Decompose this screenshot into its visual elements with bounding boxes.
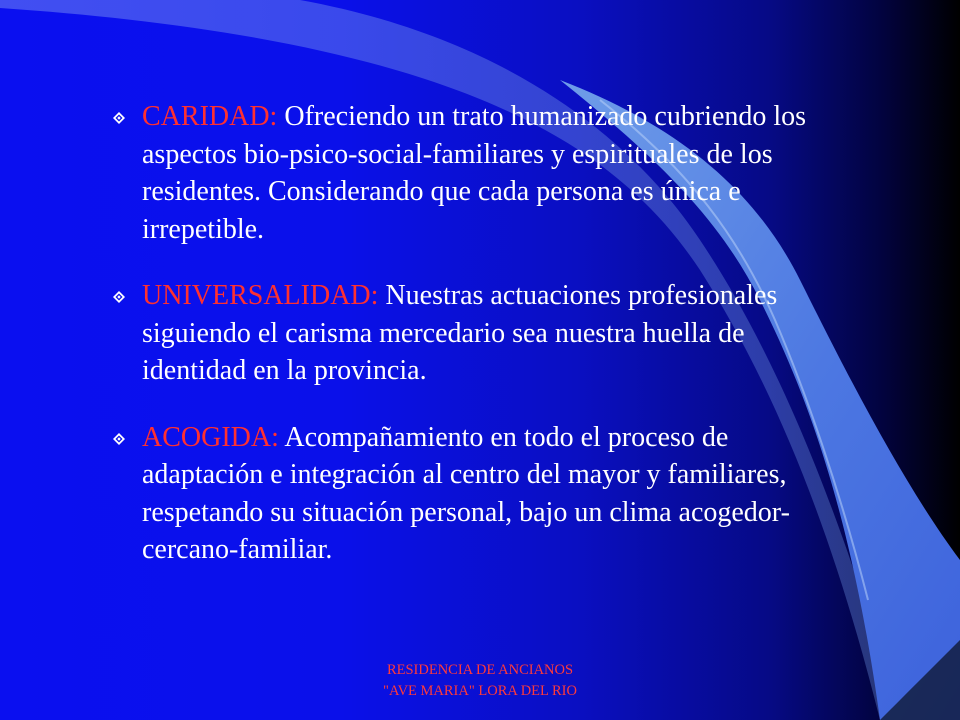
footer-line: "AVE MARIA" LORA DEL RIO: [383, 683, 577, 699]
diamond-bullet-icon: [113, 112, 125, 124]
term-label: ACOGIDA:: [142, 421, 279, 453]
item-description: Ofreciendo un trato humanizado cubriendo los aspectos bio-psico-social-familiares y espirituales de los residentes. Considerando que cada persona es única e irrepetible.: [142, 101, 807, 245]
footer-line: RESIDENCIA DE ANCIANOS: [386, 662, 574, 678]
diamond-bullet-icon: [113, 291, 125, 303]
item-description: Nuestras actuaciones profesionales siguiendo el carisma mercedario sea nuestra huella de identidad en la provincia.: [142, 280, 778, 386]
list-item: [113, 419, 818, 569]
footer: [300, 660, 660, 702]
content-area: [113, 98, 818, 598]
diamond-bullet-icon: [113, 433, 125, 445]
list-item: [113, 98, 818, 248]
item-description: Acompañamiento en todo el proceso de adaptación e integración al centro del mayor y familiares, respetando su situación personal, bajo un clima acogedor-cercano-familiar.: [142, 421, 790, 565]
term-label: UNIVERSALIDAD:: [142, 280, 379, 311]
term-label: CARIDAD:: [142, 101, 278, 132]
list-item: [113, 277, 818, 390]
